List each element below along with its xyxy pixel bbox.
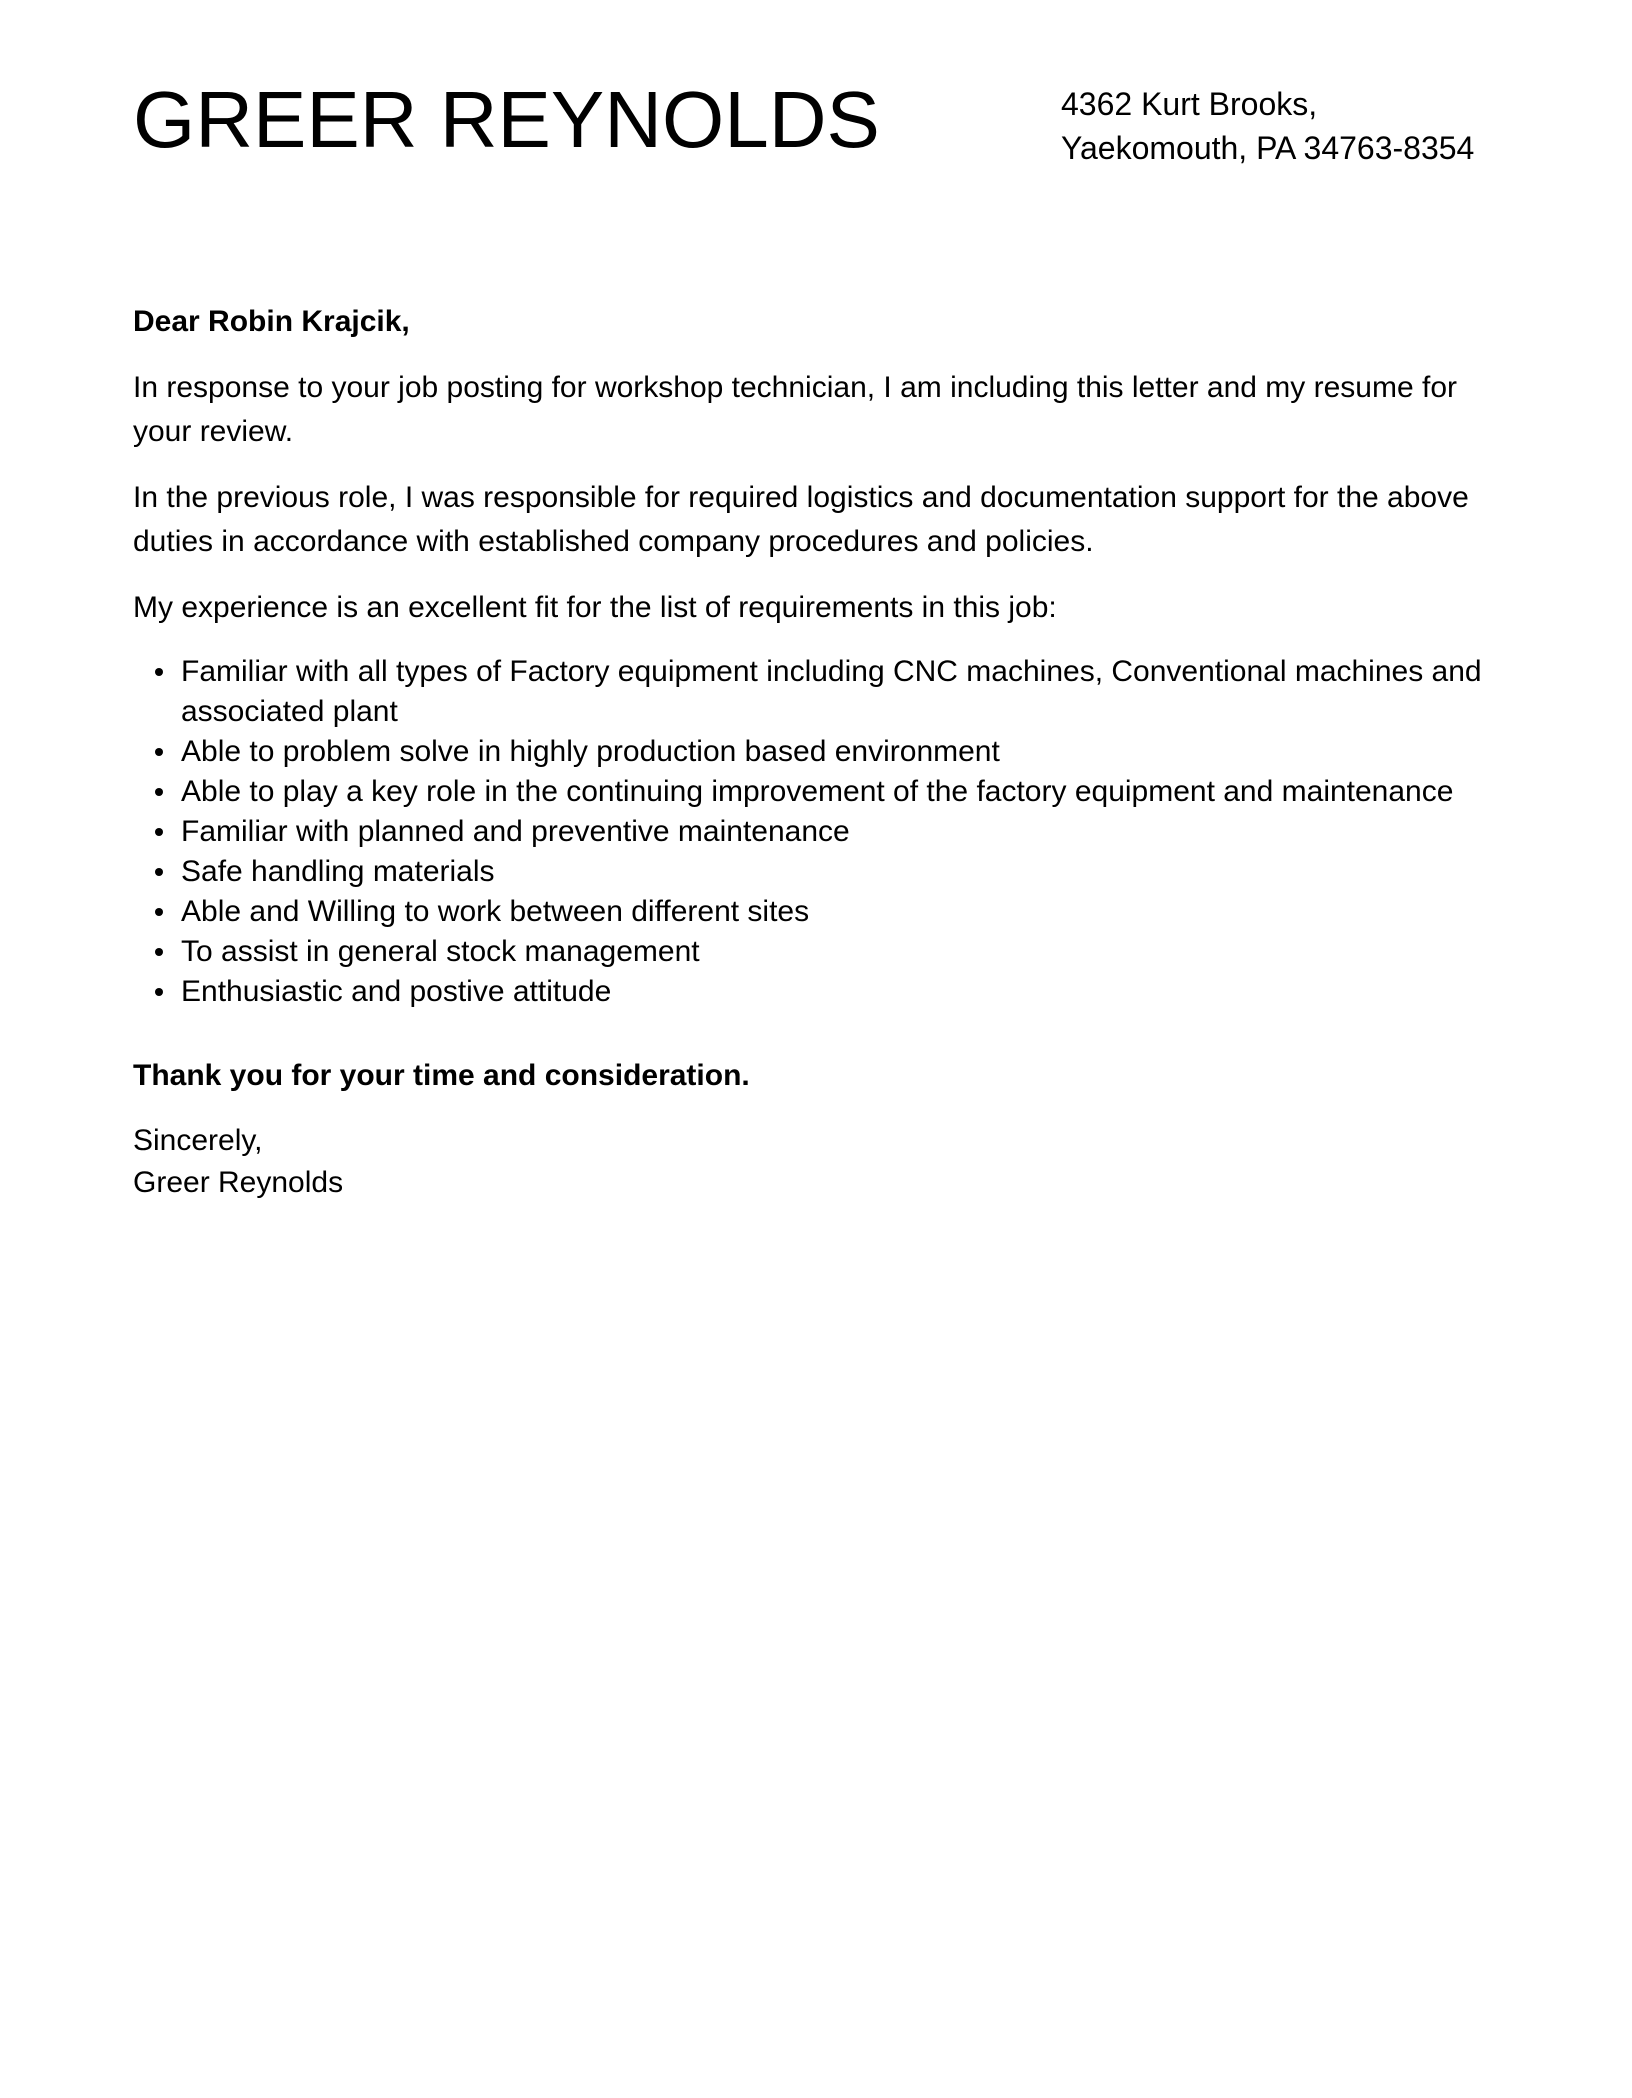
bullet-icon (155, 868, 163, 876)
list-item-text: Familiar with all types of Factory equipment including CNC machines, Conventional machines and associated plant (181, 655, 1482, 728)
sender-address (1061, 82, 1474, 170)
list-item (181, 772, 1503, 812)
list-item-text: Enthusiastic and postive attitude (181, 975, 612, 1008)
requirements-list (133, 652, 1503, 1012)
list-item (181, 892, 1503, 932)
signature-name: Greer Reynolds (133, 1166, 344, 1199)
paragraph-previous-role: In the previous role, I was responsible for required logistics and documentation support for the above duties in accordance with established company procedures and policies. (133, 481, 1469, 558)
list-item-text: Able to problem solve in highly production based environment (181, 735, 1000, 768)
list-item (181, 732, 1503, 772)
list-item-text: Safe handling materials (181, 855, 495, 888)
bullet-icon (155, 988, 163, 996)
list-item (181, 812, 1503, 852)
sender-name: GREER REYNOLDS (133, 75, 880, 164)
address-line-1: 4362 Kurt Brooks, (1061, 86, 1318, 122)
bullet-icon (155, 668, 163, 676)
letter-body (133, 300, 1503, 1204)
bullet-icon (155, 748, 163, 756)
paragraph-intro: In response to your job posting for workshop technician, I am including this letter and my resume for your review. (133, 371, 1457, 448)
letter-header (133, 72, 1503, 182)
list-item-text: Able to play a key role in the continuing improvement of the factory equipment and maintenance (181, 775, 1454, 808)
bullet-icon (155, 788, 163, 796)
bullet-icon (155, 828, 163, 836)
list-item (181, 652, 1503, 732)
salutation: Dear Robin Krajcik, (133, 305, 410, 338)
list-item (181, 932, 1503, 972)
closing-line: Thank you for your time and consideration. (133, 1059, 750, 1092)
list-item-text: Able and Willing to work between different sites (181, 895, 810, 928)
bullet-icon (155, 948, 163, 956)
list-item-text: To assist in general stock management (181, 935, 700, 968)
address-line-2: Yaekomouth, PA 34763-8354 (1061, 130, 1475, 166)
bullet-icon (155, 908, 163, 916)
list-item (181, 852, 1503, 892)
paragraph-requirements-intro: My experience is an excellent fit for the list of requirements in this job: (133, 591, 1057, 624)
list-item-text: Familiar with planned and preventive maintenance (181, 815, 850, 848)
signoff: Sincerely, (133, 1124, 263, 1157)
signoff-block (133, 1120, 1503, 1204)
list-item (181, 972, 1503, 1012)
